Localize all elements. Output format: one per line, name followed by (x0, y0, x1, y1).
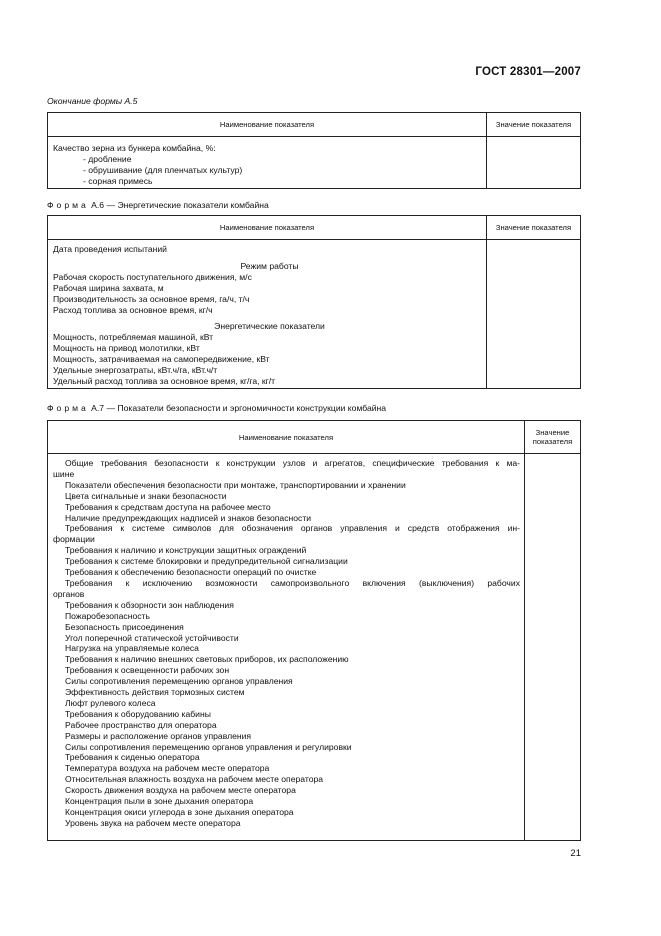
form-a6-caption-prefix: Форма (47, 200, 89, 210)
form-a6-body (48, 240, 487, 389)
form-a7-row: Общие требования безопасности к конструкции узлов и агрегатов, специфические требования к ма- (65, 458, 520, 468)
form-a7-row: Наличие предупреждающих надписей и знаков безопасности (65, 512, 312, 523)
form-a7-value-cell (525, 454, 581, 841)
standard-number: ГОСТ 28301—2007 (475, 66, 581, 78)
form-a5-table (47, 112, 581, 189)
form-a6-energy-item: Мощность на привод молотилки, кВт (53, 343, 200, 354)
form-a7-row: Скорость движения воздуха на рабочем месте оператора (65, 785, 296, 796)
form-a7-table (47, 420, 581, 841)
form-a6-table (47, 215, 581, 389)
form-a7-row: Эффективность действия тормозных систем (65, 687, 245, 698)
form-a7-row: Требования к наличию внешних световых приборов, их расположению (65, 654, 349, 665)
form-a5-caption: Окончание формы А.5 (47, 96, 138, 106)
form-a6-date-line: Дата проведения испытаний (53, 244, 167, 254)
form-a6-mode-item: Рабочая скорость поступательного движения, м/с (53, 271, 252, 282)
form-a7-row: Требования к системе блокировки и предупредительной сигнализации (65, 556, 348, 567)
form-a6-col-name: Наименование показателя (48, 216, 487, 240)
form-a5-value-cell (487, 137, 581, 189)
form-a7-row: Температура воздуха на рабочем месте оператора (65, 763, 270, 774)
form-a7-row: Требования к наличию и конструкции защитных ограждений (65, 545, 307, 556)
form-a7-rows (53, 458, 520, 829)
form-a7-body (48, 454, 525, 841)
form-a6-mode-item: Расход топлива за основное время, кг/ч (53, 304, 213, 315)
form-a7-row: Требования к освещенности рабочих зон (65, 665, 230, 676)
form-a7-row: Концентрация окиси углерода в зоне дыхания оператора (65, 807, 294, 817)
page-number: 21 (570, 848, 581, 859)
form-a6-energy-item: Удельный расход топлива за основное время, кг/га, кг/т (53, 375, 276, 386)
form-a6-energy-item: Удельные энергозатраты, кВт.ч/га, кВт.ч/т (53, 365, 218, 376)
form-a6-energy-heading: Энергетические показатели (214, 321, 325, 332)
form-a5-col-value: Значение показателя (487, 113, 581, 137)
form-a7-row: Уровень звука на рабочем месте оператора (65, 817, 241, 828)
form-a6-col-value: Значение показателя (487, 216, 581, 240)
form-a6-mode-item: Производительность за основное время, га/ч, т/ч (53, 293, 250, 304)
form-a7-row: Требования к сиденью оператора (65, 752, 200, 763)
form-a7-row-continuation: формации (53, 534, 95, 545)
form-a7-row: Требования к обеспечению безопасности операций по очистке (65, 567, 317, 578)
form-a7-row-continuation: органов (53, 588, 85, 599)
form-a7-row: Требования к средствам доступа на рабочее место (65, 501, 271, 512)
form-a6-caption (47, 200, 269, 210)
form-a6-value-cell (487, 240, 581, 389)
form-a7-row: Относительная влажность воздуха на рабочем месте оператора (65, 774, 324, 785)
form-a7-row: Требования к обзорности зон наблюдения (65, 599, 234, 610)
form-a7-caption-text: А.7 — Показатели безопасности и эргономичности конструкции комбайна (91, 403, 387, 413)
form-a7-row: Требования к системе символов для обозначения органов управления и средств отображения ин- (65, 523, 520, 534)
form-a7-caption-prefix: Форма (47, 403, 89, 413)
form-a7-col-value-line: показателя (532, 437, 573, 446)
form-a5-col-name: Наименование показателя (48, 113, 487, 137)
form-a5-body (48, 137, 487, 189)
form-a7-row: Концентрация пыли в зоне дыхания оператора (65, 796, 254, 807)
form-a6-energy-item: Мощность, затрачиваемая на самопередвижение, кВт (53, 354, 270, 365)
form-a7-row: Силы сопротивления перемещению органов управления (65, 676, 293, 687)
form-a7-row: Цвета сигнальные и знаки безопасности (65, 490, 227, 501)
form-a7-row: Силы сопротивления перемещению органов управления и регулировки (65, 741, 352, 752)
form-a5-item: - сорная примесь (83, 175, 153, 186)
form-a7-caption (47, 403, 386, 413)
form-a7-col-name: Наименование показателя (48, 421, 525, 454)
form-a7-row: Безопасность присоединения (65, 621, 184, 632)
form-a7-row: Показатели обеспечения безопасности при монтаже, транспортировании и хранении (65, 479, 406, 490)
form-a7-row: Рабочее пространство для оператора (65, 719, 217, 730)
form-a6-caption-text: А.6 — Энергетические показатели комбайна (91, 200, 269, 210)
form-a5-lead: Качество зерна из бункера комбайна, %: (53, 143, 216, 153)
form-a7-row: Требования к оборудованию кабины (65, 708, 211, 719)
form-a7-row: Требования к исключению возможности самопроизвольного включения (выключения) рабочих (65, 577, 520, 588)
form-a5-item: - обрушивание (для пленчатых культур) (83, 164, 243, 175)
form-a7-row: Люфт рулевого колеса (65, 697, 156, 708)
form-a6-mode-heading: Режим работы (240, 260, 299, 271)
form-a7-col-value-line: Значение (535, 428, 570, 437)
form-a7-row: Угол поперечной статической устойчивости (65, 632, 239, 643)
form-a7-row: Размеры и расположение органов управления (65, 730, 252, 741)
form-a6-energy-item: Мощность, потребляемая машиной, кВт (53, 332, 214, 343)
form-a7-row: Нагрузка на управляемые колеса (65, 643, 199, 654)
form-a6-mode-item: Рабочая ширина захвата, м (53, 282, 164, 293)
form-a7-row: Пожаробезопасность (65, 610, 150, 621)
form-a5-item: - дробление (83, 153, 132, 164)
form-a7-row-continuation: шине (53, 468, 75, 479)
form-a7-col-value (525, 421, 581, 454)
